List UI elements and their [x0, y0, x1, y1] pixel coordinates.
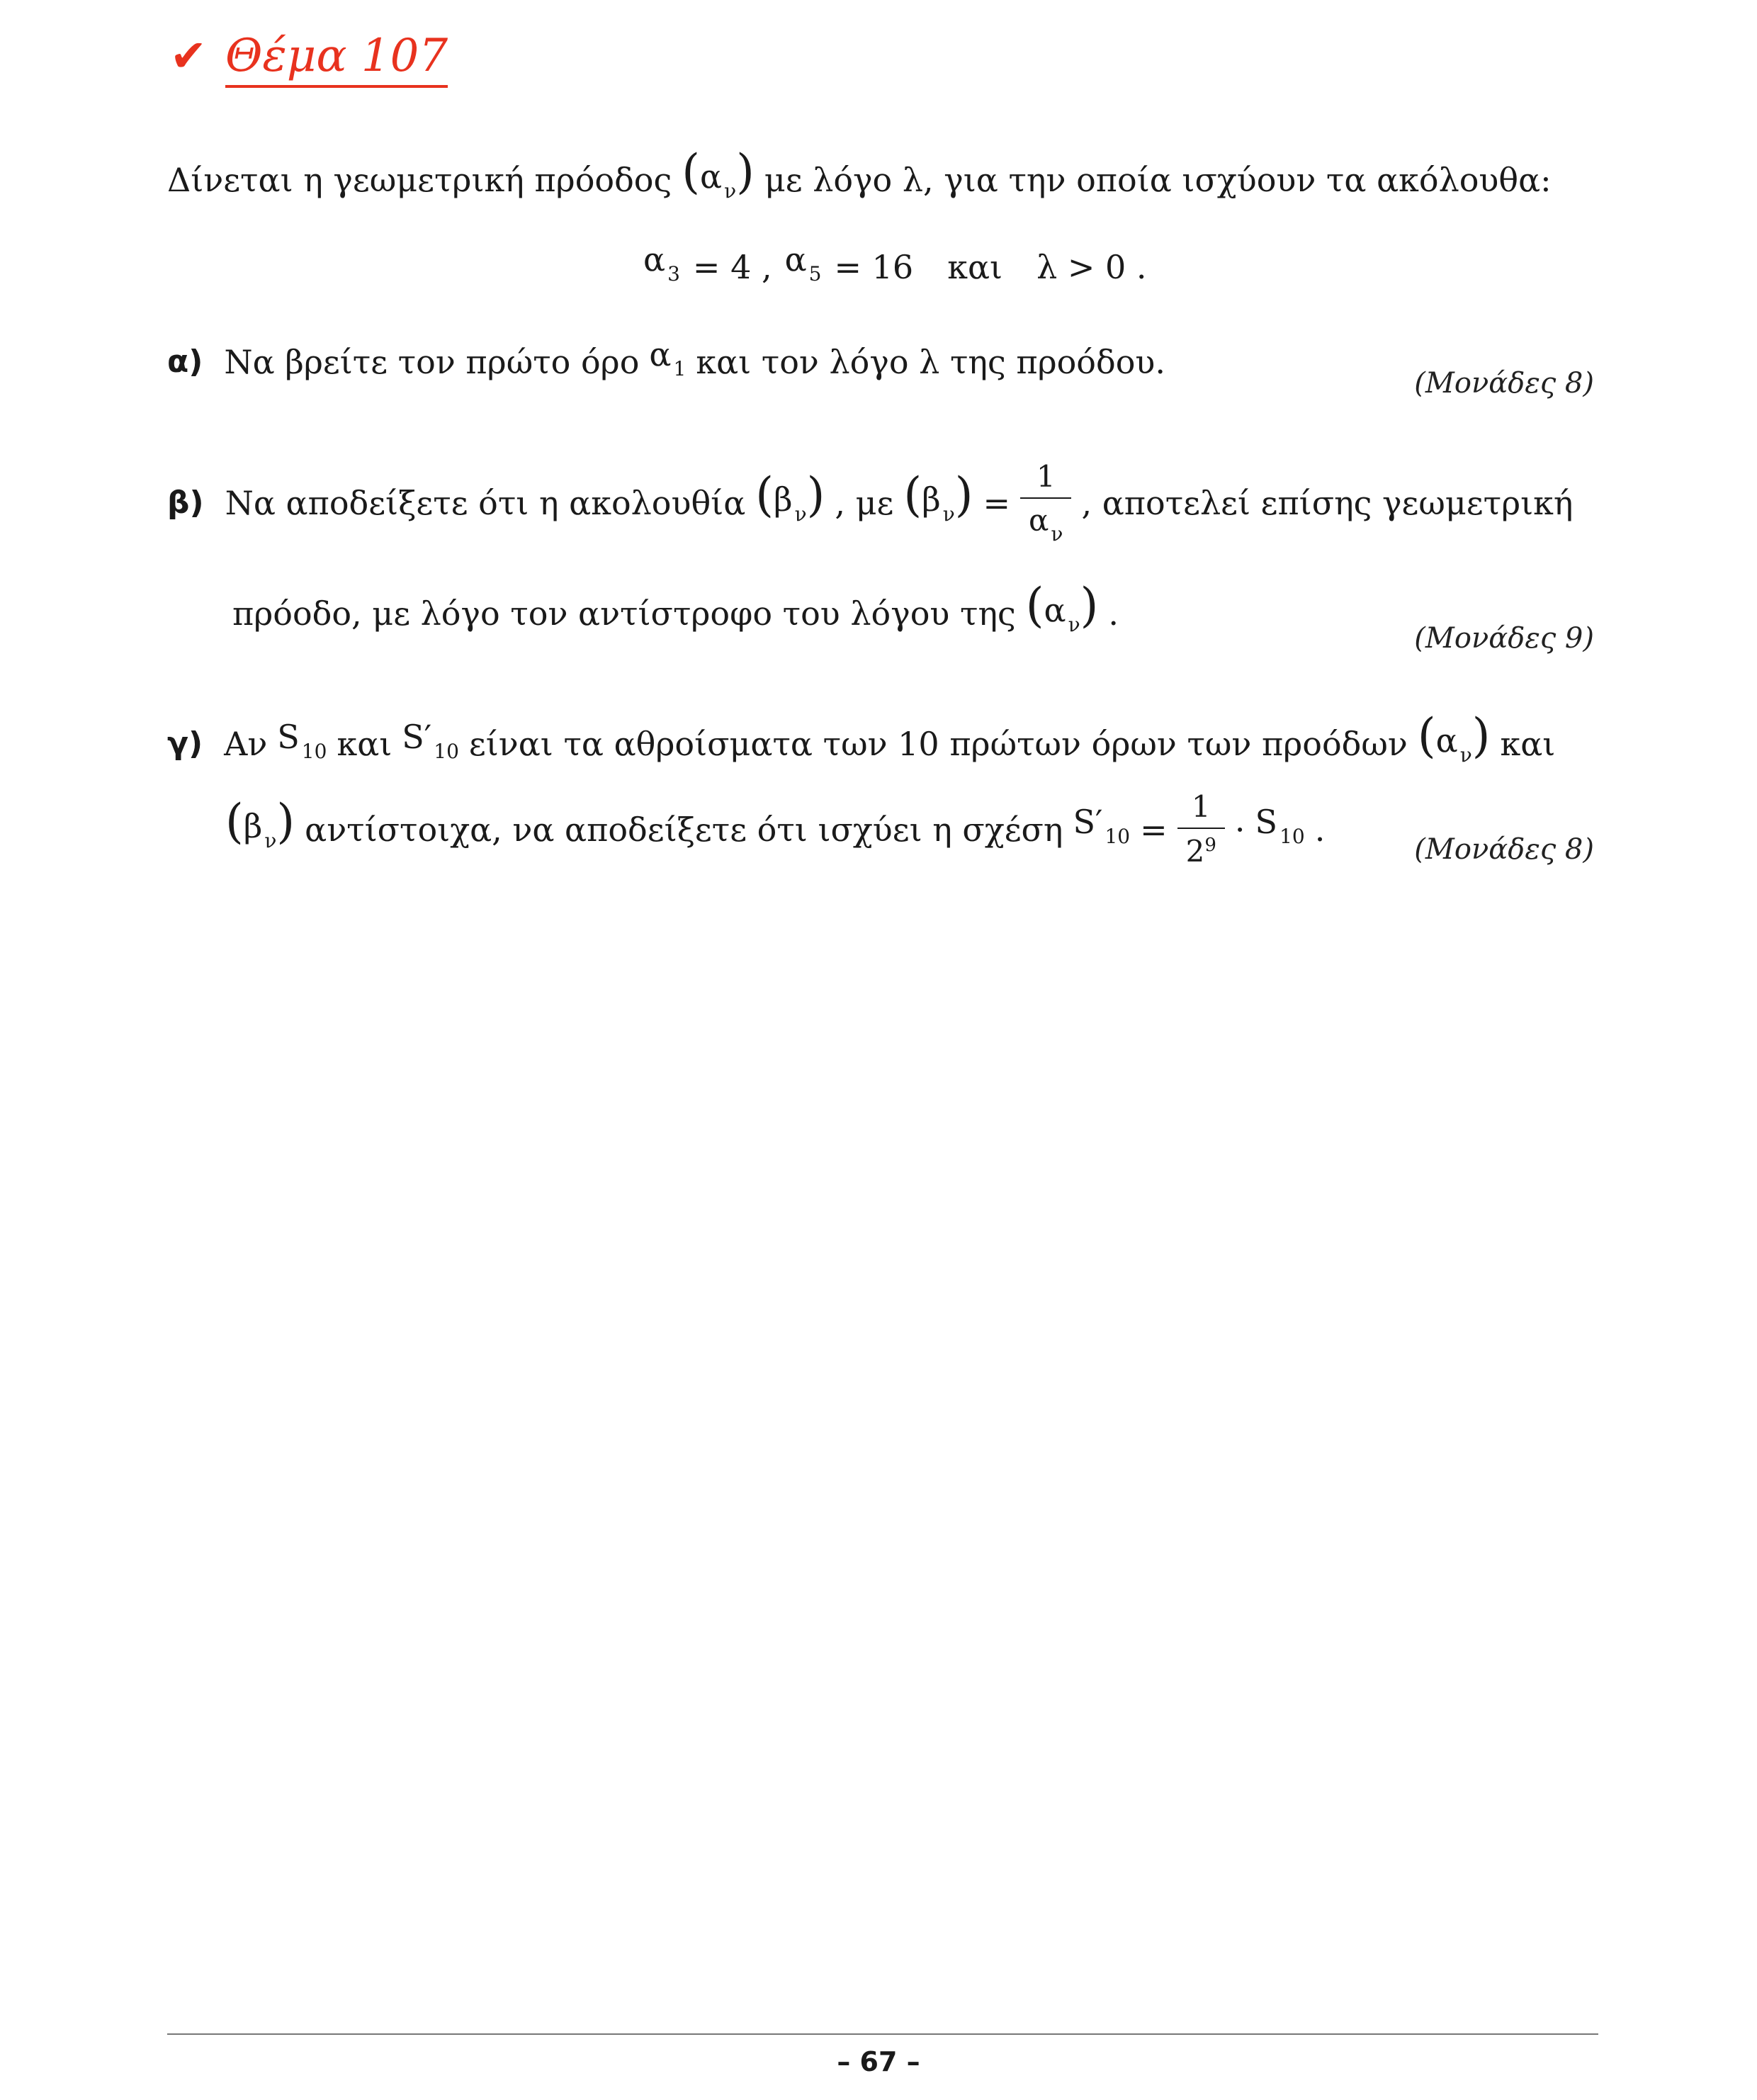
- part-c-middle: είναι τα αθροίσματα των 10 πρώτων όρων των προόδων: [468, 725, 1408, 763]
- part-c-S10: S $_{10}$: [277, 717, 327, 763]
- page-number: – 67 –: [837, 2046, 920, 2077]
- part-c-Sprime10: S′ $_{10}$: [402, 717, 459, 763]
- part-a-after: και τον λόγο λ της προόδου.: [696, 342, 1165, 381]
- part-c: [167, 709, 1556, 775]
- part-b-label: β): [167, 485, 204, 521]
- part-b: [167, 459, 1574, 546]
- part-c-eq: =: [1140, 810, 1168, 849]
- part-c-end: .: [1314, 810, 1326, 849]
- exercise-title: [170, 30, 448, 88]
- part-b-before: Να αποδείξετε ότι η ακολουθία: [225, 484, 746, 522]
- part-c-label: γ): [167, 726, 203, 762]
- part-b-marks: (Μονάδες 9): [1414, 622, 1594, 655]
- given-eq2: = 16: [834, 247, 914, 286]
- part-c-Sprime10-2: S′ $_{10}$: [1073, 803, 1131, 848]
- given-kai: και: [947, 247, 1003, 286]
- check-icon: ✔: [170, 30, 207, 81]
- intro-after: με λόγο λ, για την οποία ισχύουν τα ακόλουθα:: [764, 161, 1552, 199]
- part-c-kai2: και: [1500, 725, 1556, 763]
- part-c-line2: [225, 789, 1326, 869]
- part-b-line2-text: πρόοδο, με λόγο τον αντίστροφο του λόγου της: [232, 594, 1016, 633]
- intro-line: [167, 145, 1552, 211]
- part-b-line2-sequence: (α $_\nu$): [1025, 578, 1099, 636]
- part-c-marks: (Μονάδες 8): [1414, 833, 1594, 866]
- part-a-before: Να βρείτε τον πρώτο όρο: [224, 342, 640, 381]
- given-condition: λ > 0 .: [1036, 247, 1147, 286]
- part-c-kai: και: [337, 725, 392, 763]
- part-b-line2-end: .: [1108, 594, 1119, 633]
- part-c-dot: ·: [1234, 810, 1245, 849]
- part-a-marks: (Μονάδες 8): [1414, 367, 1594, 400]
- given-conditions: [643, 239, 1147, 294]
- title-text: Θέμα 107: [225, 30, 448, 88]
- part-b-eq: =: [983, 484, 1011, 522]
- part-b-me: , με: [835, 484, 894, 522]
- part-b-after: , αποτελεί επίσης γεωμετρική: [1081, 484, 1574, 522]
- part-b-sequence: (β $_\nu$): [755, 468, 825, 526]
- part-a-label: α): [167, 343, 203, 380]
- part-c-S10-2: S $_{10}$: [1255, 803, 1305, 848]
- part-c-line2-sequence: (β $_\nu$): [225, 794, 295, 852]
- part-a: [167, 334, 1165, 389]
- given-a5: α $_5$: [784, 240, 822, 286]
- given-a3: α $_3$: [643, 240, 680, 286]
- intro-sequence: (α $_\nu$): [682, 145, 755, 203]
- part-a-term: α $_1$: [649, 335, 687, 380]
- given-eq1: = 4 ,: [692, 247, 772, 286]
- part-c-line2-text: αντίστοιχα, να αποδείξετε ότι ισχύει η σχέση: [305, 810, 1063, 849]
- part-c-fraction: $\frac{1}{2^9}$: [1177, 792, 1225, 866]
- intro-before: Δίνεται η γεωμετρική πρόοδος: [167, 161, 672, 199]
- part-c-sequence: (α $_\nu$): [1417, 709, 1491, 767]
- part-b-fraction: $\frac{1}{\alpha _\nu}$: [1020, 462, 1071, 544]
- part-b-line2: [232, 578, 1119, 645]
- part-c-an: Αν: [224, 725, 268, 763]
- footer-divider: [167, 2033, 1598, 2035]
- part-b-sequence2: (β $_\nu$): [903, 468, 973, 526]
